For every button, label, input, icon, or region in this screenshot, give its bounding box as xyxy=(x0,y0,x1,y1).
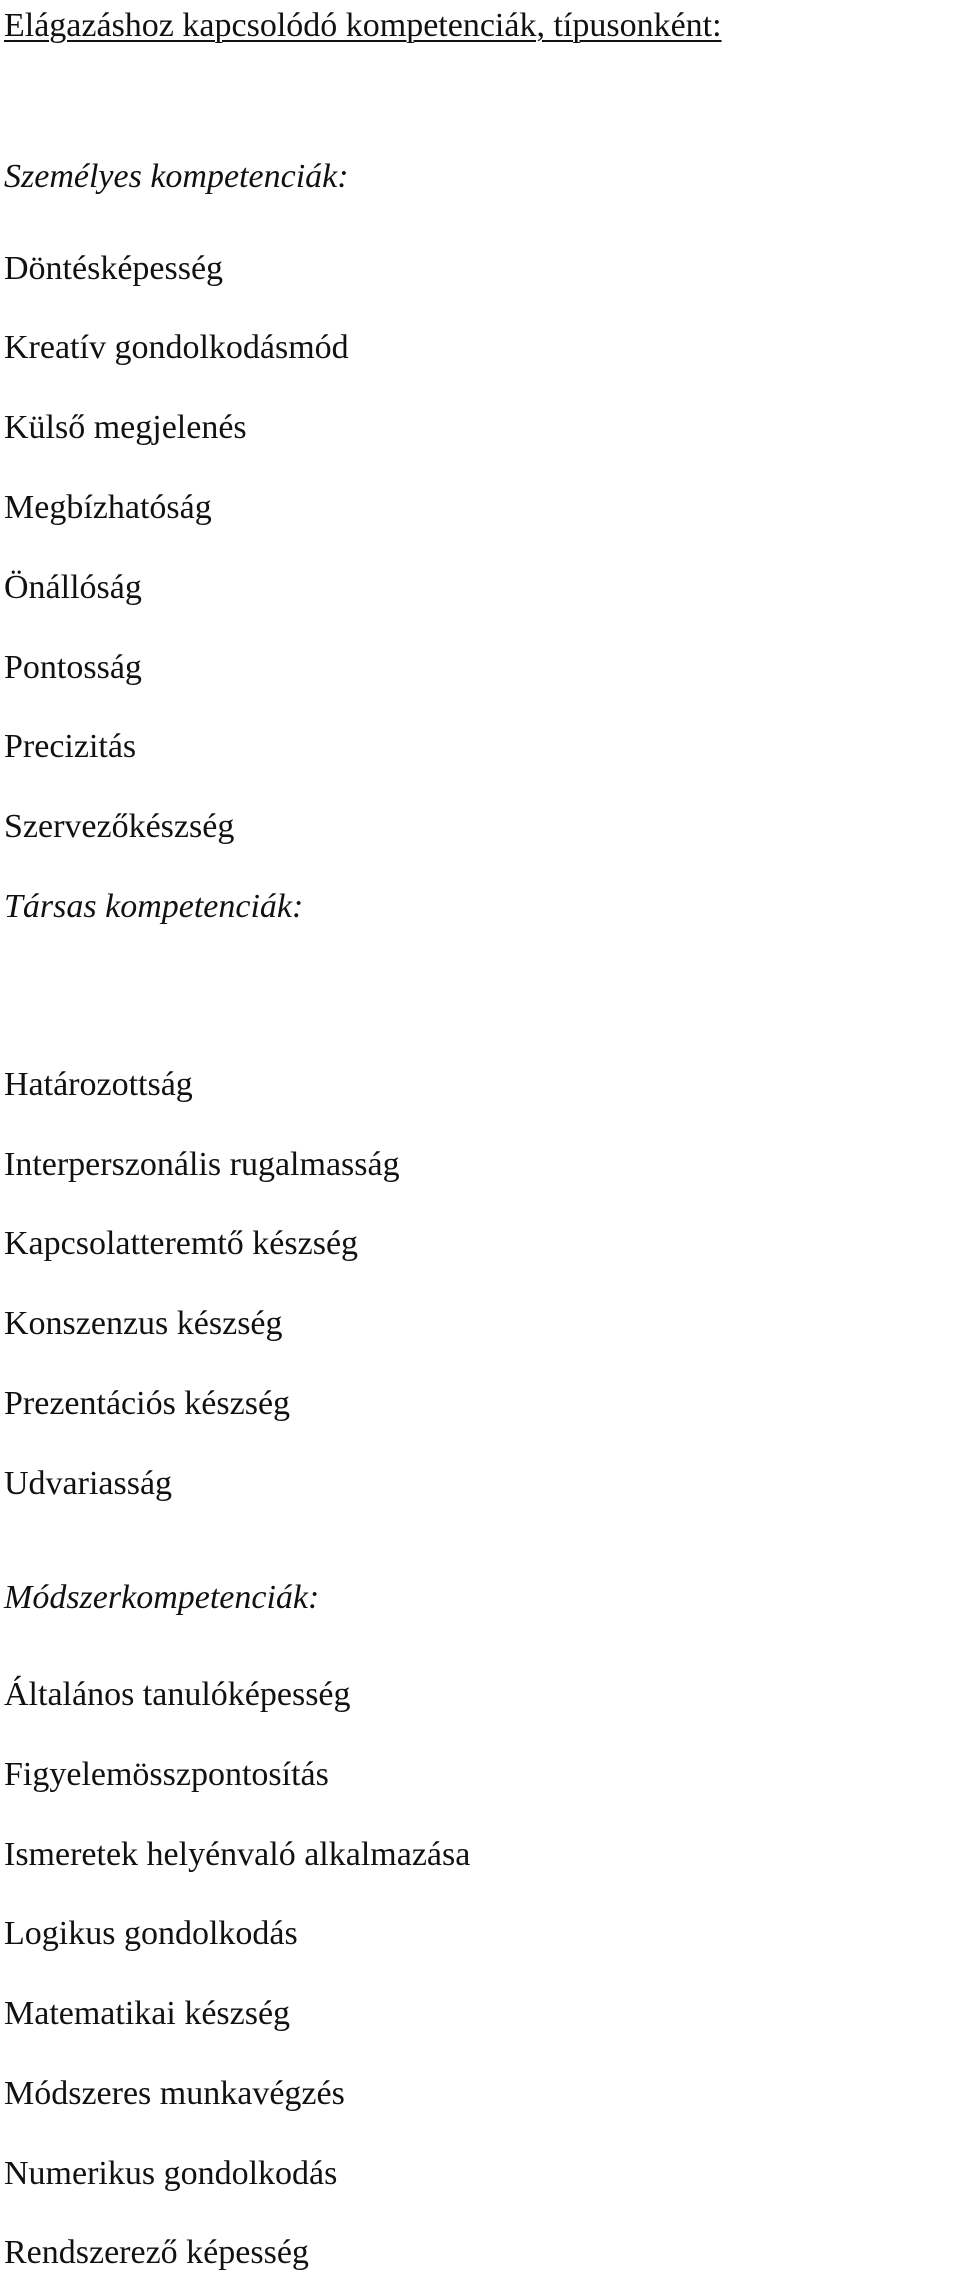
list-item: Prezentációs készség xyxy=(4,1385,291,1422)
list-item: Interperszonális rugalmasság xyxy=(4,1146,400,1183)
list-item: Udvariasság xyxy=(4,1465,173,1502)
list-item: Matematikai készség xyxy=(4,1995,291,2032)
list-item: Precizitás xyxy=(4,728,137,765)
list-item: Megbízhatóság xyxy=(4,489,212,526)
list-item: Kreatív gondolkodásmód xyxy=(4,329,349,366)
document-title: Elágazáshoz kapcsolódó kompetenciák, típusonként: xyxy=(4,7,722,44)
list-item: Módszeres munkavégzés xyxy=(4,2075,345,2112)
list-item: Figyelemösszpontosítás xyxy=(4,1756,329,1793)
section-heading-social: Társas kompetenciák: xyxy=(4,888,304,925)
section-heading-method: Módszerkompetenciák: xyxy=(4,1579,320,1616)
list-item: Numerikus gondolkodás xyxy=(4,2155,338,2192)
section-heading-personal: Személyes kompetenciák: xyxy=(4,158,349,195)
list-item: Külső megjelenés xyxy=(4,409,247,446)
list-item: Általános tanulóképesség xyxy=(4,1676,351,1713)
list-item: Szervezőkészség xyxy=(4,808,235,845)
list-item: Kapcsolatteremtő készség xyxy=(4,1225,359,1262)
list-item: Logikus gondolkodás xyxy=(4,1915,298,1952)
list-item: Konszenzus készség xyxy=(4,1305,283,1342)
list-item: Önállóság xyxy=(4,569,142,606)
list-item: Pontosság xyxy=(4,649,142,686)
list-item: Rendszerező képesség xyxy=(4,2234,309,2271)
list-item: Ismeretek helyénvaló alkalmazása xyxy=(4,1836,471,1873)
list-item: Döntésképesség xyxy=(4,250,224,287)
list-item: Határozottság xyxy=(4,1066,193,1103)
